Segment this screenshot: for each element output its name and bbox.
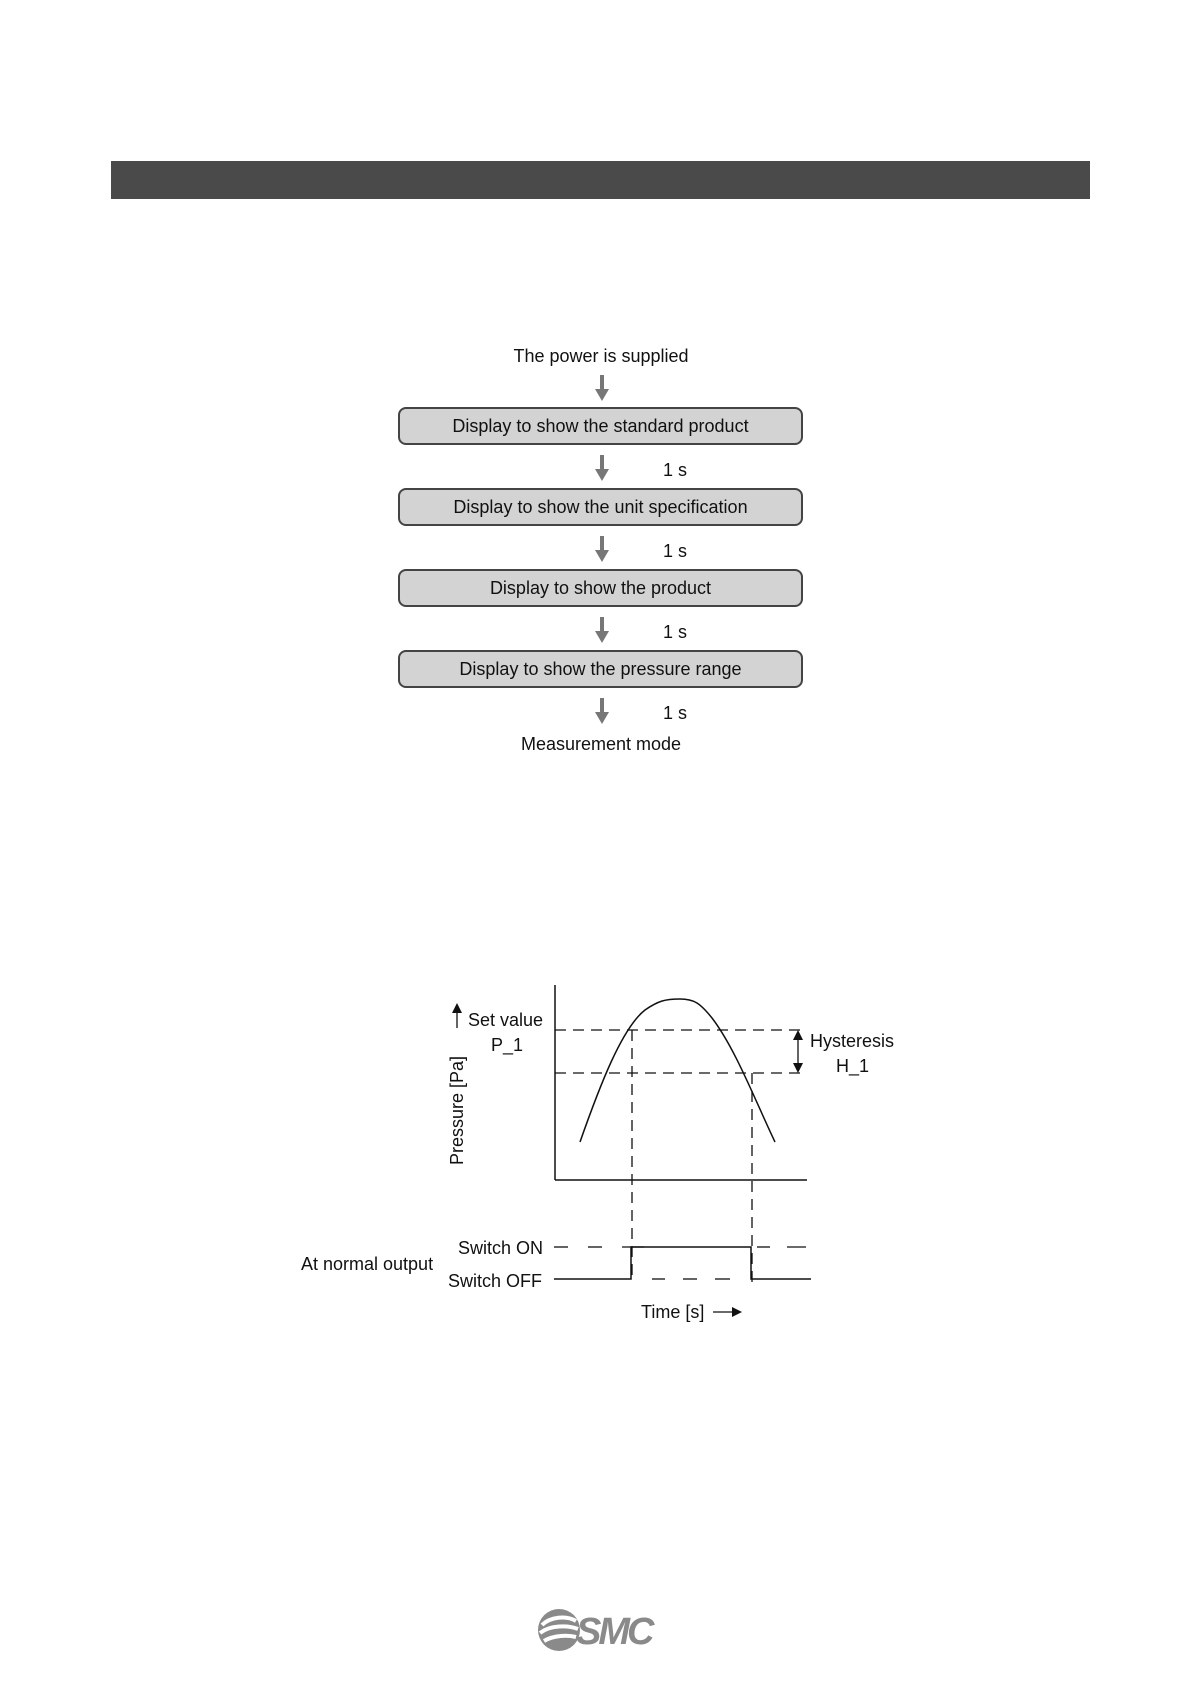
x-axis-label: Time [s] — [641, 1302, 705, 1322]
flow-delay-2: 1 s — [663, 541, 688, 561]
flow-delay-1: 1 s — [663, 460, 688, 480]
flow-step-standard-product: Display to show the standard product — [398, 407, 803, 445]
flow-step-unit-specification: Display to show the unit specification — [398, 488, 803, 526]
switch-on-label: Switch ON — [458, 1238, 544, 1258]
set-value-name: P_1 — [491, 1035, 524, 1055]
svg-text:SMC: SMC — [576, 1611, 652, 1653]
flow-start-label: The power is supplied — [513, 346, 689, 366]
flow-delay-3: 1 s — [663, 622, 688, 642]
arrow-right-icon — [732, 1307, 742, 1317]
flow-end-label: Measurement mode — [520, 734, 682, 754]
arrow-up-icon — [793, 1030, 803, 1040]
arrow-down-icon — [793, 1063, 803, 1073]
flow-step-product: Display to show the product — [398, 569, 803, 607]
hysteresis-name: H_1 — [836, 1056, 870, 1076]
output-label: At normal output — [301, 1254, 434, 1274]
flow-step-pressure-range: Display to show the pressure range — [398, 650, 803, 688]
arrow-up-icon — [452, 1003, 462, 1013]
switch-off-label: Switch OFF — [448, 1271, 543, 1291]
pressure-curve — [580, 999, 775, 1142]
set-value-label: Set value — [468, 1010, 544, 1030]
hysteresis-label: Hysteresis — [810, 1031, 895, 1051]
smc-logo — [536, 1607, 666, 1653]
y-axis-label: Pressure [Pa] — [447, 1055, 467, 1165]
switch-output-signal — [554, 1247, 811, 1279]
flow-delay-4: 1 s — [663, 703, 688, 723]
